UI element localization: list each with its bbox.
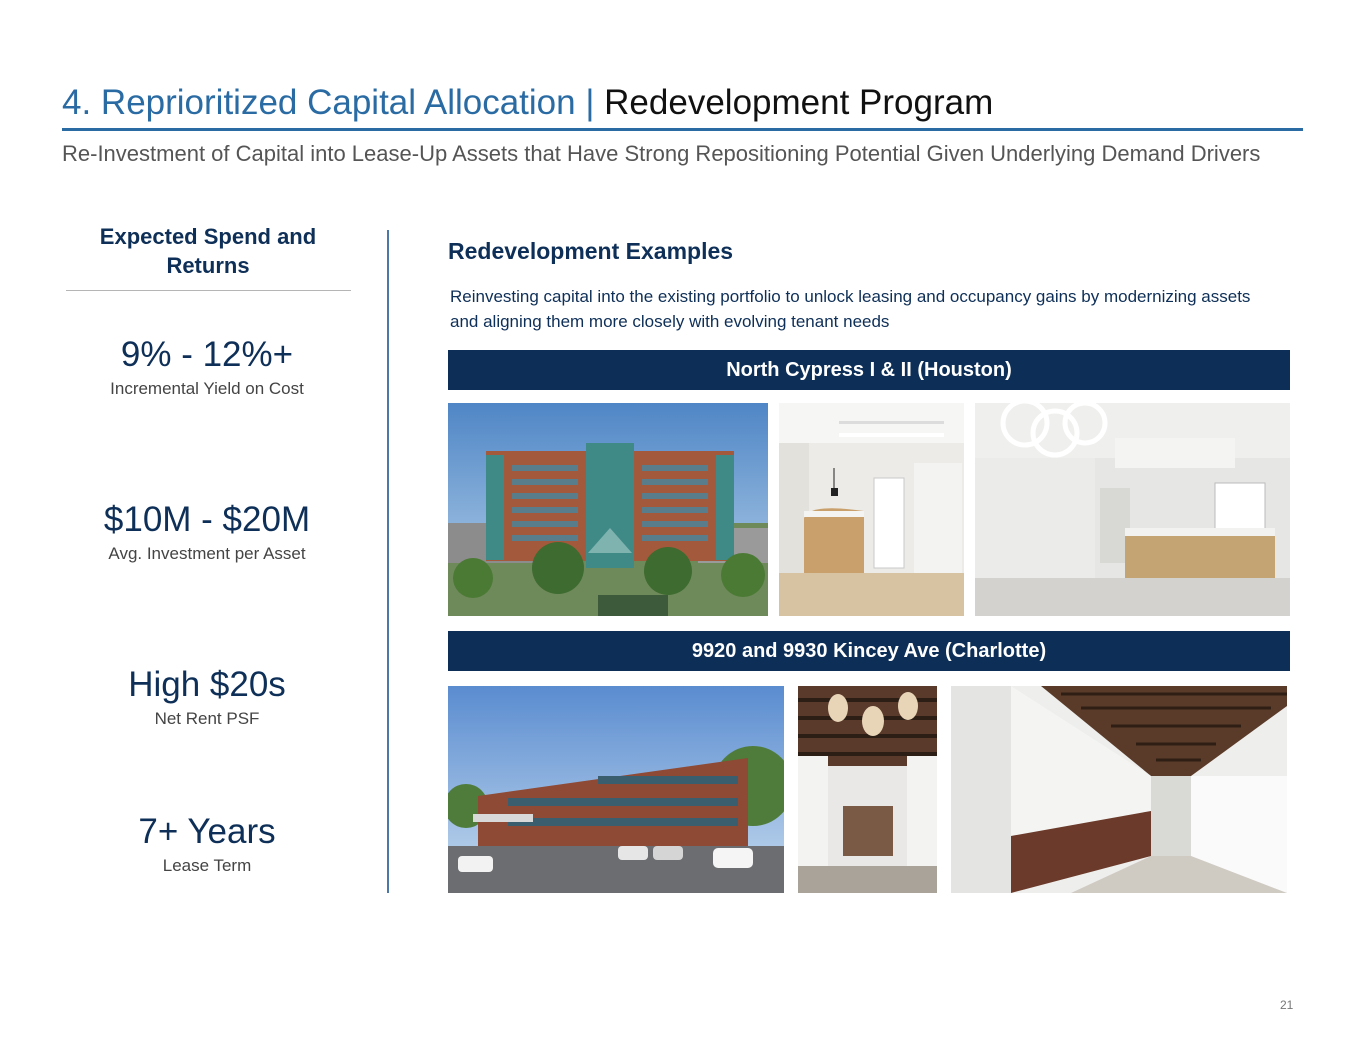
metric-label: Net Rent PSF bbox=[154, 709, 260, 728]
photo-north-cypress-exterior bbox=[448, 403, 768, 616]
metric-investment bbox=[62, 499, 352, 565]
metric-value: High $20s bbox=[128, 665, 286, 704]
photo-kincey-exterior bbox=[448, 686, 784, 893]
metric-rent bbox=[62, 664, 352, 730]
photo-north-cypress-lobby bbox=[975, 403, 1290, 616]
metric-label: Avg. Investment per Asset bbox=[108, 544, 306, 563]
page-number: 21 bbox=[1280, 998, 1294, 1012]
photo-north-cypress-reception bbox=[779, 403, 964, 616]
photo-kincey-atrium bbox=[798, 686, 937, 893]
examples-heading: Redevelopment Examples bbox=[448, 238, 734, 264]
page-subtitle: Re-Investment of Capital into Lease-Up Assets that Have Strong Repositioning Potential Given Underlying Demand Drivers bbox=[62, 141, 1261, 166]
spend-returns-heading-box bbox=[62, 222, 354, 280]
project-banner-north-cypress: North Cypress I & II (Houston) bbox=[448, 350, 1290, 390]
title-section: 4. Reprioritized Capital Allocation | bbox=[62, 83, 595, 122]
examples-description: Reinvesting capital into the existing portfolio to unlock leasing and occupancy gains by modernizing assets and aligning them more closely with evolving tenant needs bbox=[450, 287, 1251, 331]
metric-label: Incremental Yield on Cost bbox=[110, 379, 304, 398]
metric-lease-term bbox=[62, 811, 352, 877]
metric-value: 7+ Years bbox=[138, 812, 276, 851]
photo-kincey-corridor bbox=[951, 686, 1287, 893]
column-divider bbox=[387, 230, 389, 893]
title-underline bbox=[62, 128, 1303, 131]
title-topic: Redevelopment Program bbox=[604, 83, 994, 122]
metric-value: 9% - 12%+ bbox=[120, 335, 294, 374]
project-banner-kincey-ave: 9920 and 9930 Kincey Ave (Charlotte) bbox=[448, 631, 1290, 671]
page-title bbox=[62, 82, 993, 124]
left-heading-rule bbox=[66, 290, 351, 291]
metric-label: Lease Term bbox=[162, 856, 252, 875]
metric-yield bbox=[62, 334, 352, 400]
spend-returns-heading: Expected Spend and Returns bbox=[99, 224, 317, 278]
metric-value: $10M - $20M bbox=[103, 500, 311, 539]
